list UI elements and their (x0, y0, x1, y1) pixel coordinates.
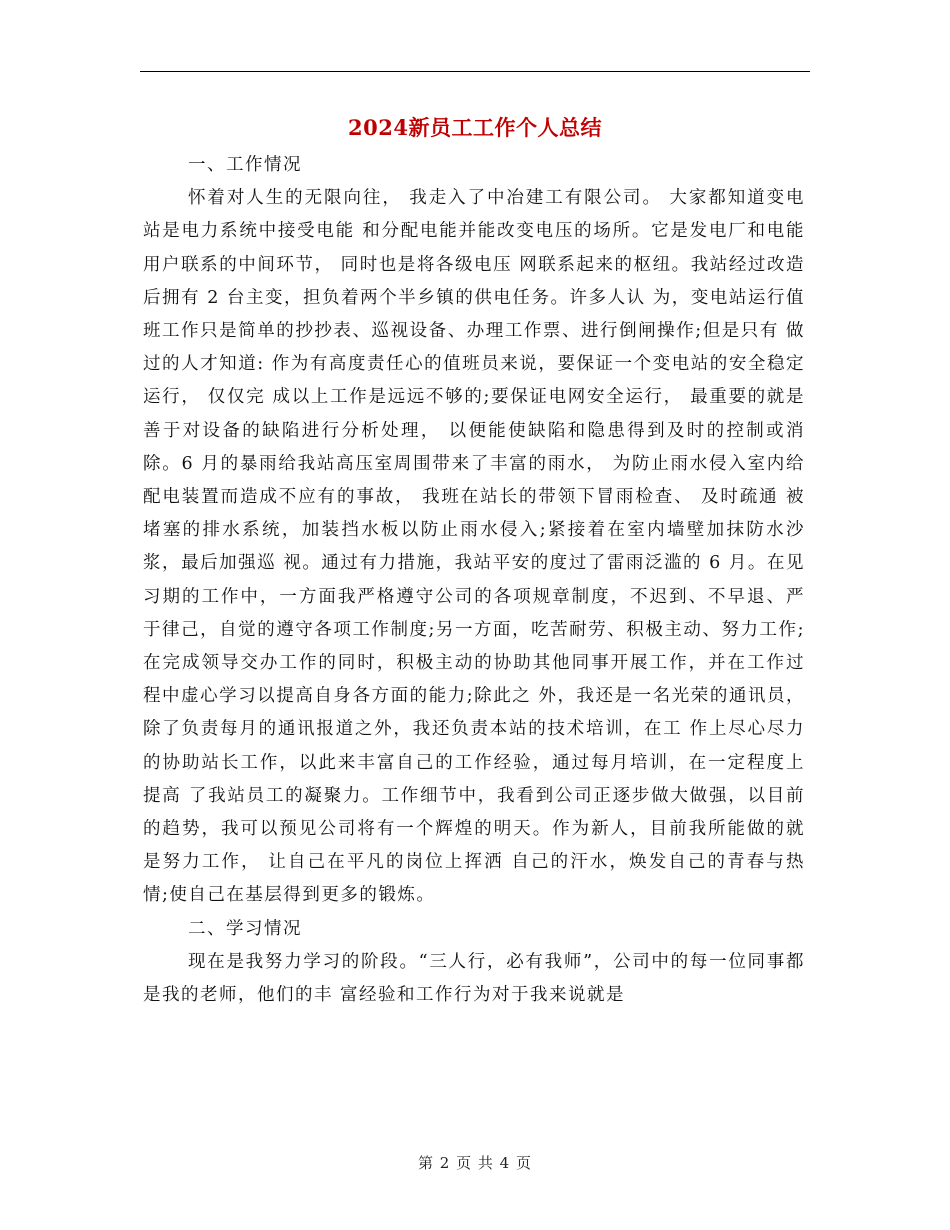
section-paragraph-work: 怀着对人生的无限向往， 我走入了中冶建工有限公司。 大家都知道变电站是电力系统中接受电能 和分配电能并能改变电压的场所。它是发电厂和电能用户联系的中间环节， 同时也是将各级电压 网联系起来的枢纽。我站经过改造后拥有 2 台主变，担负着两个半乡镇的供电任务。许多人认 为，变电站运行值班工作只是简单的抄抄表、巡视设备、办理工作票、进行倒闸操作;但是只有 做过的人才知道: 作为有高度责任心的值班员来说，要保证一个变电站的安全稳定运行， 仅仅完 成以上工作是远远不够的;要保证电网安全运行， 最重要的就是善于对设备的缺陷进行分析处理， 以便能使缺陷和隐患得到及时的控制或消除。6 月的暴雨给我站高压室周围带来了丰富的雨水， 为防止雨水侵入室内给配电装置而造成不应有的事故， 我班在站长的带领下冒雨检查、 及时疏通 被堵塞的排水系统，加装挡水板以防止雨水侵入;紧接着在室内墙壁加抹防水沙浆，最后加强巡 视。通过有力措施，我站平安的度过了雷雨泛滥的 6 月。在见习期的工作中，一方面我严格遵守公司的各项规章制度，不迟到、不早退、严于律己，自觉的遵守各项工作制度;另一方面，吃苦耐劳、积极主动、努力工作;在完成领导交办工作的同时，积极主动的协助其他同事开展工作，并在工作过程中虚心学习以提高自身各方面的能力;除此之 外，我还是一名光荣的通讯员，除了负责每月的通讯报道之外，我还负责本站的技术培训，在工 作上尽心尽力的协助站长工作，以此来丰富自己的工作经验，通过每月培训，在一定程度上提高 了我站员工的凝聚力。工作细节中，我看到公司正逐步做大做强，以目前的趋势，我可以预见公司将有一个辉煌的明天。作为新人，目前我所能做的就是努力工作， 让自己在平凡的岗位上挥洒 自己的汗水，焕发自己的青春与热情;使自己在基层得到更多的锻炼。 (143, 188, 805, 906)
section-paragraph-study: 现在是我努力学习的阶段。“三人行，必有我师”，公司中的每一位同事都是我的老师，他们的丰 富经验和工作行为对于我来说就是 (143, 951, 805, 1006)
document-title: 2024新员工工作个人总结 (348, 115, 602, 140)
document-body (143, 149, 805, 1012)
page-number-footer: 第 2 页 共 4 页 (418, 1154, 532, 1172)
section-heading-work: 一、工作情况 (188, 155, 302, 175)
header-rule (140, 71, 810, 72)
section-heading-study: 二、学习情况 (188, 918, 302, 939)
